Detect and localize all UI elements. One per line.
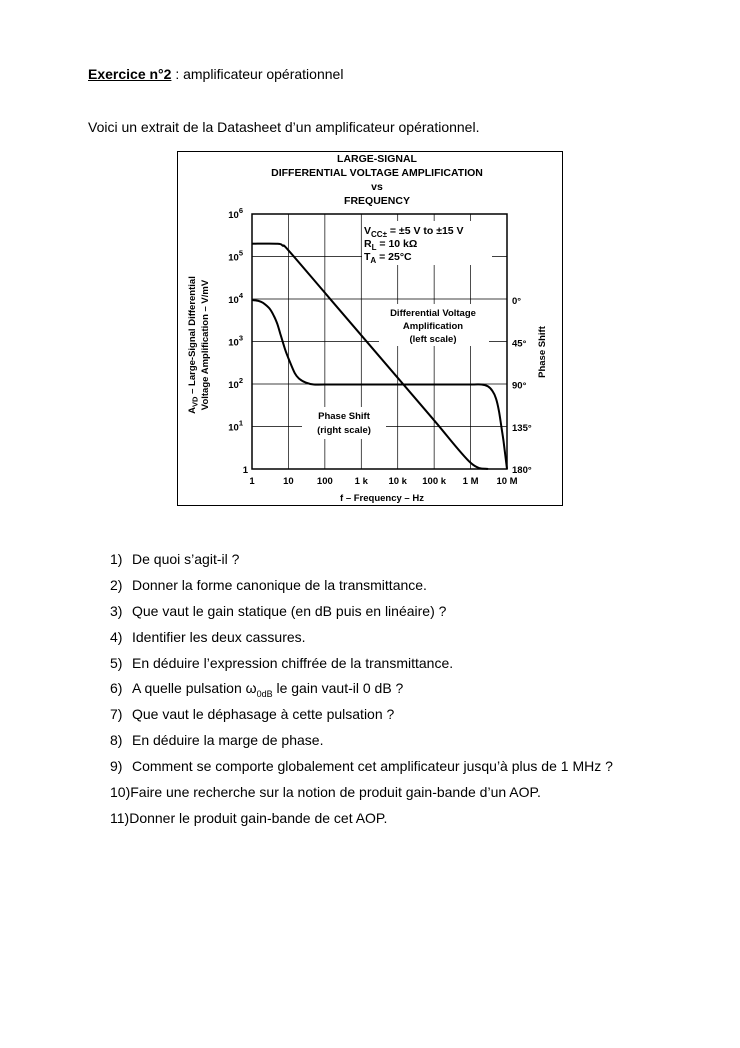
- question-number: 3): [110, 602, 123, 619]
- y-tick-label: $10^4$: [228, 291, 243, 306]
- question-number: 5): [110, 654, 123, 671]
- question-item: [110, 809, 613, 835]
- x-tick-label: 10: [283, 476, 294, 487]
- question-text: Que vaut le déphasage à cette pulsation ?: [132, 706, 395, 723]
- question-number: 8): [110, 732, 123, 749]
- chart-title-line-2: DIFFERENTIAL VOLTAGE AMPLIFICATION: [271, 167, 483, 179]
- y-axis-left-label-line-1: $A_{VD}$ – Large-Signal Differential: [187, 276, 200, 414]
- question-item: [110, 757, 613, 783]
- phase-label-line-2: (right scale): [317, 425, 371, 436]
- exercise-subject: amplificateur opérationnel: [183, 66, 344, 82]
- question-number: 10): [110, 784, 131, 801]
- question-text: De quoi s’agit-il ?: [132, 551, 240, 567]
- question-text: En déduire la marge de phase.: [132, 732, 324, 749]
- condition-vcc: $V_{CC\pm} = \pm 5$ V to ±15 V: [364, 225, 464, 239]
- exercise-label: Exercice n°2: [88, 66, 172, 82]
- question-item: [110, 602, 613, 628]
- question-number: 11): [110, 809, 130, 826]
- question-item: [110, 731, 613, 757]
- question-text: Comment se comporte globalement cet amplificateur jusqu’à plus de 1 MHz ?: [132, 758, 613, 775]
- chart-title-line-3: vs: [371, 181, 383, 193]
- question-item: [110, 576, 613, 602]
- bode-chart: [178, 152, 562, 505]
- exercise-title: [88, 66, 343, 82]
- y-tick-label: 1: [242, 465, 248, 476]
- y-axis-left-label-line-2: Voltage Amplification – V/mV: [200, 279, 211, 411]
- question-item: [110, 654, 613, 680]
- x-tick-label: 10 M: [496, 476, 518, 487]
- question-number: 2): [110, 576, 123, 593]
- x-tick-label: 100 k: [422, 476, 447, 487]
- question-text: Identifier les deux cassures.: [132, 628, 306, 645]
- x-tick-label: 10 k: [388, 476, 407, 487]
- y2-tick-label: 180°: [512, 465, 532, 476]
- y-tick-label: $10^3$: [228, 333, 243, 349]
- x-tick-label: 1 k: [354, 476, 368, 487]
- question-item: [110, 783, 613, 809]
- y-tick-label: $10^1$: [228, 418, 243, 434]
- phase-label-line-1: Phase Shift: [318, 411, 370, 422]
- question-number: 7): [110, 706, 123, 723]
- x-tick-label: 1 M: [462, 476, 479, 487]
- question-list: [110, 550, 613, 835]
- question-text: A quelle pulsation $\omega_{0dB}$ le gain vaut-il 0 dB ?: [132, 680, 404, 700]
- y2-tick-label: 0°: [512, 296, 522, 307]
- y2-tick-label: 45°: [512, 338, 527, 350]
- question-text: En déduire l’expression chiffrée de la transmittance.: [132, 654, 454, 671]
- question-number: 1): [110, 551, 123, 567]
- exercise-separator: :: [171, 66, 184, 82]
- question-item: [110, 705, 613, 731]
- question-number: 4): [110, 628, 123, 645]
- question-item: [110, 628, 613, 654]
- gain-label-line-2: Amplification: [402, 321, 464, 332]
- condition-rl: $R_L = 10$ kΩ: [364, 238, 418, 252]
- question-number: 6): [110, 680, 123, 697]
- chart-title-line-1: LARGE-SIGNAL: [337, 153, 417, 165]
- datasheet-figure: [177, 151, 563, 506]
- chart-title-line-4: FREQUENCY: [344, 195, 410, 207]
- y-tick-label: $10^2$: [228, 376, 243, 391]
- x-tick-label: 100: [316, 476, 333, 487]
- y2-tick-label: 135°: [512, 422, 532, 434]
- y-tick-label: $10^5$: [228, 248, 243, 264]
- y-tick-label: $10^6$: [228, 206, 243, 221]
- question-text: Que vaut le gain statique (en dB puis en linéaire) ?: [132, 602, 447, 619]
- question-text: Faire une recherche sur la notion de produit gain-bande d’un AOP.: [130, 784, 541, 801]
- y-axis-right-label: Phase Shift: [537, 326, 548, 378]
- x-tick-label: 1: [249, 476, 255, 487]
- gain-label-line-3: (left scale): [409, 334, 457, 345]
- question-item: [110, 679, 613, 705]
- intro-text: Voici un extrait de la Datasheet d’un amplificateur opérationnel.: [88, 119, 480, 135]
- question-item: [110, 550, 613, 576]
- condition-ta: $T_A = 25^\circ C$: [364, 251, 412, 265]
- question-text: Donner la forme canonique de la transmittance.: [132, 576, 427, 593]
- question-text: Donner le produit gain-bande de cet AOP.: [129, 809, 388, 826]
- x-axis-label: f – Frequency – Hz: [340, 493, 424, 504]
- question-number: 9): [110, 758, 123, 775]
- y2-tick-label: 90°: [512, 380, 527, 392]
- gain-label-line-1: Differential Voltage: [390, 308, 476, 319]
